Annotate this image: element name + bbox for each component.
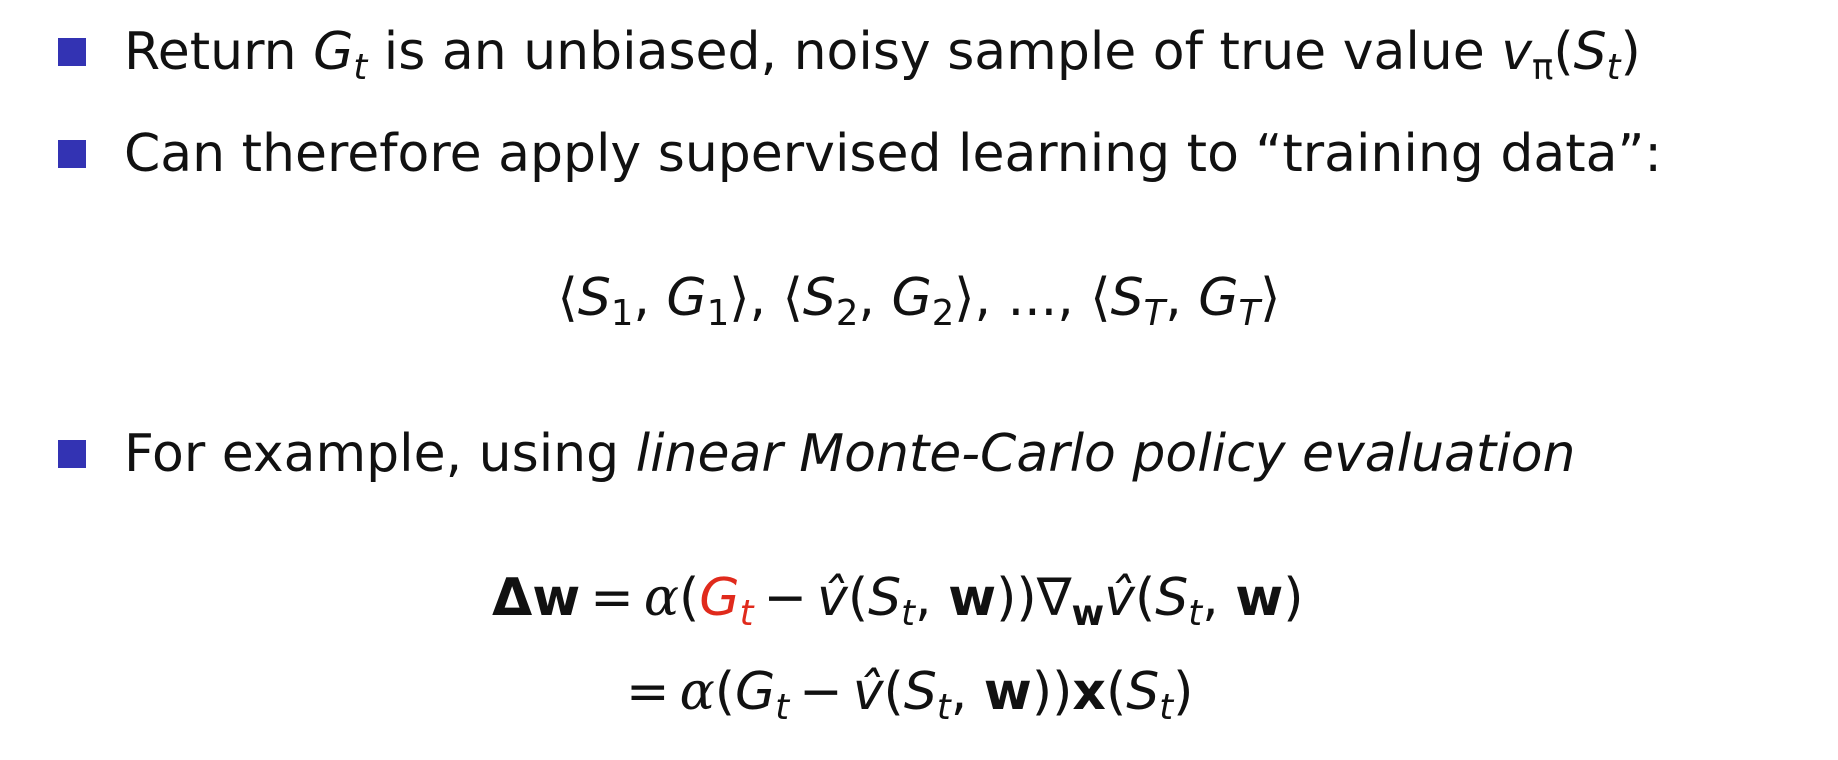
t-subscript: t [775, 686, 790, 728]
pair-2 [802, 268, 955, 334]
bullet-1-text [124, 22, 1641, 88]
equals-sign: = [626, 662, 670, 722]
v-symbol: v [1501, 22, 1533, 82]
open-paren: ( [847, 568, 869, 628]
t-subscript: t [739, 592, 754, 634]
equation-line-1 [492, 568, 1304, 666]
t-subscript: t [353, 46, 368, 88]
open-paren: ( [714, 662, 735, 722]
x-bold: x [1072, 662, 1106, 722]
comma: , [915, 568, 949, 628]
sub-2: 2 [835, 292, 859, 334]
open-paren: ( [1553, 22, 1574, 82]
left-angle: ⟨ [557, 268, 578, 328]
highlighted-return [699, 568, 754, 634]
bullet-2-text: Can therefore apply supervised learning to “training data”: [124, 124, 1662, 184]
bullet-1-pre: Return [124, 22, 314, 82]
close-paren: )) [996, 568, 1037, 628]
open-paren: ( [679, 568, 700, 628]
minus-sign: − [763, 568, 808, 628]
close-paren: ) [1620, 22, 1641, 82]
left-angle: ⟨ [1090, 268, 1111, 328]
bullet-3-text [124, 424, 1576, 484]
comma: , [950, 662, 984, 722]
equation-line-2 [492, 662, 1304, 760]
t-subscript: t [1188, 592, 1203, 634]
s-symbol: S [1110, 268, 1144, 328]
left-angle: ⟨ [782, 268, 803, 328]
ellipsis: ... [1007, 268, 1058, 328]
w-bold: w [1235, 568, 1284, 628]
pair-T [1110, 268, 1261, 334]
bullet-3-emphasis: linear Monte-Carlo policy evaluation [635, 424, 1576, 484]
g-symbol: G [699, 568, 740, 628]
g-symbol: G [313, 22, 354, 82]
alpha-symbol: α [643, 568, 679, 628]
open-paren: ( [883, 662, 904, 722]
bullet-linear-mc-example [58, 424, 1576, 484]
close-paren: ) [1173, 662, 1194, 722]
sub-T: T [1238, 292, 1261, 334]
return-symbol [313, 22, 368, 88]
pair-1 [577, 268, 730, 334]
right-angle: ⟩ [954, 268, 975, 328]
bullet-square-icon [58, 38, 86, 66]
w-bold: w [532, 568, 581, 628]
separator: , [1057, 268, 1091, 328]
minus-sign: − [799, 662, 843, 722]
sub-T: T [1143, 292, 1166, 334]
delta-symbol: Δ [492, 568, 533, 628]
comma: , [633, 268, 667, 328]
w-bold: w [983, 662, 1032, 722]
s-symbol: S [802, 268, 836, 328]
t-subscript: t [901, 592, 916, 634]
comma: , [858, 268, 892, 328]
s-symbol: S [577, 268, 611, 328]
s-symbol: S [1126, 662, 1160, 722]
s-symbol: S [903, 662, 937, 722]
g-symbol: G [1198, 268, 1239, 328]
close-paren: ) [1283, 568, 1304, 628]
open-paren: ( [1134, 568, 1156, 628]
s-symbol: S [868, 568, 902, 628]
separator: , [974, 268, 1008, 328]
s-symbol: S [1155, 568, 1189, 628]
t-subscript: t [936, 686, 951, 728]
vhat-symbol: v̂ [852, 662, 884, 722]
w-bold: w [948, 568, 997, 628]
bullet-supervised-learning [58, 124, 1662, 184]
g-symbol: G [735, 662, 776, 722]
w-subscript: w [1071, 592, 1105, 634]
update-equation [492, 568, 1304, 760]
g-symbol: G [666, 268, 707, 328]
comma: , [1202, 568, 1236, 628]
bullet-1-mid: is an unbiased, noisy sample of true value [367, 22, 1502, 82]
s-symbol: S [1573, 22, 1607, 82]
nabla-symbol: ∇ [1036, 568, 1072, 628]
training-data-sequence [0, 268, 1838, 334]
pi-subscript: π [1532, 46, 1554, 88]
bullet-3-pre: For example, using [124, 424, 636, 484]
vhat-symbol: v̂ [817, 568, 848, 628]
sub-2: 2 [931, 292, 955, 334]
t-subscript: t [1159, 686, 1174, 728]
right-angle: ⟩ [729, 268, 750, 328]
equals-sign: = [590, 568, 634, 628]
bullet-return-unbiased [58, 22, 1641, 88]
sub-1: 1 [706, 292, 730, 334]
true-value-symbol [1501, 22, 1641, 88]
right-angle: ⟩ [1260, 268, 1281, 328]
separator: , [749, 268, 783, 328]
bullet-square-icon [58, 440, 86, 468]
close-paren: )) [1031, 662, 1073, 722]
alpha-symbol: α [679, 662, 715, 722]
vhat-symbol: v̂ [1104, 568, 1135, 628]
bullet-square-icon [58, 140, 86, 168]
g-symbol: G [891, 268, 932, 328]
open-paren: ( [1105, 662, 1127, 722]
comma: , [1165, 268, 1199, 328]
t-subscript: t [1606, 46, 1621, 88]
sub-1: 1 [610, 292, 634, 334]
